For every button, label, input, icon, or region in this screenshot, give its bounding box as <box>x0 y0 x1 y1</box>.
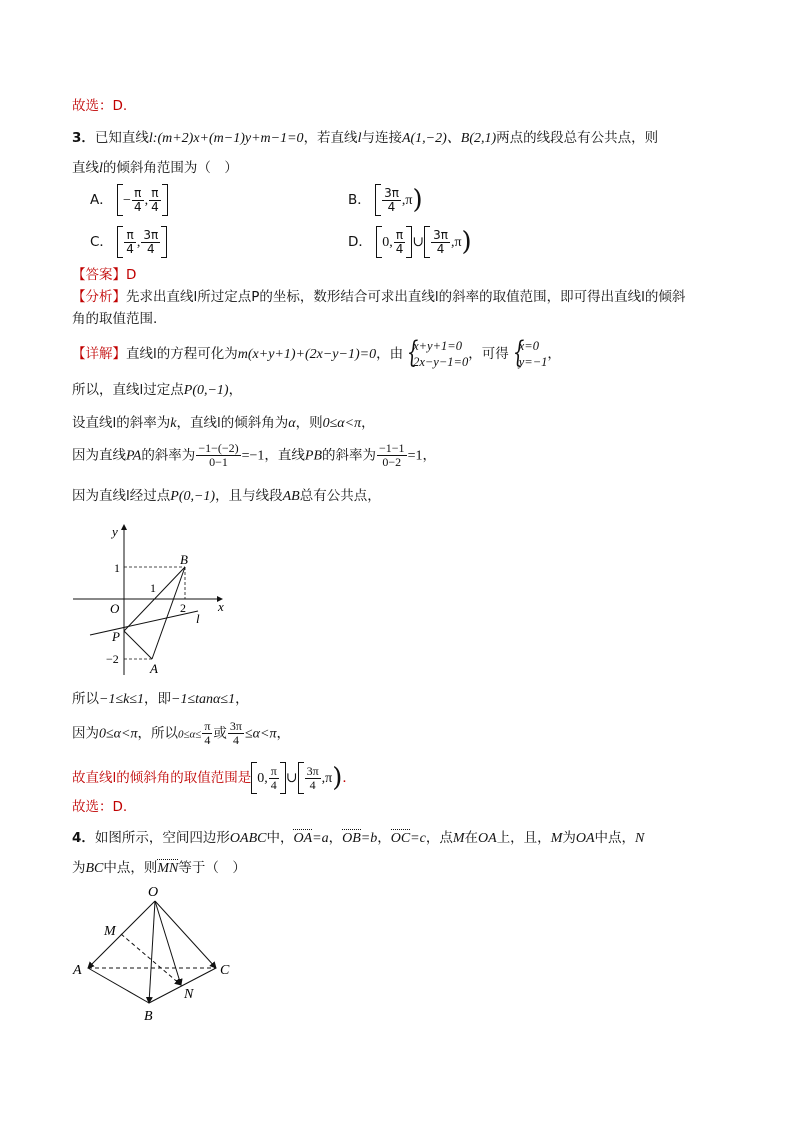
q4-text: ， <box>328 830 343 846</box>
fraction <box>141 229 160 256</box>
union-sign: ∪ <box>285 771 298 786</box>
option-text: 0, <box>382 235 393 250</box>
fraction <box>269 765 279 792</box>
label-b: B <box>180 552 188 567</box>
label-m: M <box>104 924 116 939</box>
text: 因为直线l经过点 <box>72 488 171 504</box>
slope-setup-line <box>72 413 375 434</box>
vector-oc: OC <box>391 829 410 849</box>
text: 总有公共点， <box>299 488 381 504</box>
analysis-line2: 角的取值范围. <box>72 311 158 327</box>
numerator: π <box>270 763 277 778</box>
alpha-tail: ≤α<π <box>244 726 277 742</box>
bracket <box>161 226 167 258</box>
segment-pb: PB <box>304 448 323 464</box>
text: 所以 <box>72 691 99 707</box>
numerator: π <box>132 187 144 201</box>
text: 因为直线 <box>72 447 126 464</box>
text: ，则 <box>295 415 323 431</box>
option-label: B． <box>348 192 371 208</box>
text: ， <box>361 415 375 431</box>
q3-text: 与连接 <box>361 130 402 146</box>
analysis-text: 先求出直线l所过定点P的坐标，数形结合可求出直线l的斜率的取值范围，即可得出直线l的倾斜 <box>126 289 686 305</box>
label-a: A <box>73 963 82 978</box>
text: ，所以 <box>137 725 178 742</box>
text: ，直线l的倾斜角为 <box>176 415 289 431</box>
answer-tag: 【答案】D <box>72 267 137 283</box>
denominator: 4 <box>133 199 142 214</box>
system-row: y=−1 <box>518 355 548 369</box>
label-o: O <box>148 885 159 900</box>
q4-text: 中点，则 <box>103 860 158 876</box>
bracket <box>424 226 430 258</box>
text: 的斜率为 <box>322 447 377 464</box>
q4-text: ， <box>377 830 391 846</box>
minus-sign: − <box>123 193 131 208</box>
numerator: π <box>204 719 211 733</box>
detail-line1 <box>72 335 561 370</box>
numerator: π <box>124 229 136 243</box>
denominator: 4 <box>309 777 316 792</box>
numerator: π <box>149 187 161 201</box>
tick-y-neg2: −2 <box>106 652 119 666</box>
option-text: ,π <box>401 193 413 208</box>
alpha-range: 0≤α<π <box>99 726 138 742</box>
range-line <box>72 689 249 710</box>
label-origin: O <box>110 601 120 616</box>
q3-text: 两点的线段总有公共点，则 <box>496 130 659 146</box>
fraction <box>394 229 406 256</box>
q4-text: 如图所示，空间四边形 <box>94 830 230 846</box>
denominator: 4 <box>232 733 239 747</box>
q3-stem-line2 <box>72 158 238 179</box>
bracket <box>298 762 304 794</box>
q4-stem-line1 <box>72 828 644 849</box>
q4-text: 中， <box>266 830 294 846</box>
label-a: A <box>150 661 158 676</box>
segment-ab: AB <box>282 489 300 504</box>
q3-line-equation: l:(m+2)x+(m−1)y+m−1=0 <box>148 131 304 146</box>
final-text: 0, <box>257 771 268 786</box>
q4-stem-line2 <box>72 858 246 879</box>
tick-x-1: 1 <box>150 581 156 595</box>
point-m: M <box>452 831 465 846</box>
var-l: l <box>99 161 103 176</box>
k-range: −1≤k≤1 <box>99 692 145 707</box>
alpha-cases-line <box>72 720 290 747</box>
equation-system-1 <box>403 335 469 370</box>
q4-text: 上，且， <box>496 830 551 846</box>
vector-ob-line <box>149 901 155 1003</box>
denominator: 4 <box>204 733 211 747</box>
text: ，即 <box>144 691 172 707</box>
slope-value: =1 <box>407 448 423 464</box>
option-c[interactable]: C． $\frac{\pi}{4}$ , $\frac{3\pi}{4}$ <box>90 226 167 258</box>
vector-on-line <box>155 901 181 985</box>
fraction <box>305 765 321 792</box>
edge-bc <box>149 968 216 1003</box>
vector-mn: MN <box>157 859 178 879</box>
coordinate-figure <box>70 520 240 680</box>
text: ， <box>235 691 249 707</box>
option-a[interactable]: A． − $\frac{\pi}{4}$ , $\frac{\pi}{4}$ <box>90 184 168 216</box>
q3-text: 直线 <box>72 160 99 176</box>
numerator: π <box>394 229 406 243</box>
brace: { <box>406 335 419 370</box>
system-row: x=0 <box>518 339 539 353</box>
denominator: 4 <box>270 777 277 792</box>
final-text: ,π <box>321 771 333 786</box>
point-m: M <box>550 831 563 846</box>
denominator: 4 <box>436 241 445 256</box>
option-d[interactable] <box>348 226 472 258</box>
through-line <box>72 486 381 507</box>
fraction <box>228 720 244 747</box>
option-text: ,π <box>450 235 462 250</box>
bracket <box>162 184 168 216</box>
label-c: C <box>220 963 230 978</box>
q3-text: ，若直线 <box>303 130 358 146</box>
denominator: 0−2 <box>382 455 402 469</box>
numerator: 3π <box>229 719 242 733</box>
denominator: 4 <box>395 241 404 256</box>
var-l: l <box>357 131 362 146</box>
segment-pa: PA <box>126 448 142 464</box>
q4-text: ，点 <box>425 830 453 846</box>
fraction <box>132 187 144 214</box>
label-x: x <box>218 599 224 614</box>
text: 的斜率为 <box>141 447 196 464</box>
slope-value: =−1 <box>241 448 265 464</box>
numerator: 3π <box>384 185 399 200</box>
tan-range: −1≤tanα≤1 <box>171 692 236 707</box>
brace: { <box>512 335 525 370</box>
detail-text: ，由 <box>376 346 404 362</box>
fraction <box>377 442 407 469</box>
alpha-le: 0≤α≤ <box>178 728 202 741</box>
q4-text: 为 <box>72 860 86 876</box>
numerator: 3π <box>433 227 448 242</box>
numerator: 3π <box>143 227 159 242</box>
q3-text: 已知直线 <box>94 130 149 146</box>
paren: ) <box>461 227 472 257</box>
text: ， <box>228 382 243 398</box>
vector-eq: =a <box>312 831 329 846</box>
label-b: B <box>144 1009 153 1024</box>
var-k: k <box>170 416 177 431</box>
edge-ab <box>88 968 149 1003</box>
q3-number: 3． <box>72 130 95 146</box>
denominator: 0−1 <box>209 455 228 469</box>
denominator: 4 <box>387 199 396 214</box>
analysis-line1 <box>72 287 685 307</box>
text: 设直线l的斜率为 <box>72 415 171 431</box>
detail-text: 直线l的方程可化为 <box>126 346 238 362</box>
segment-bc: BC <box>85 861 104 876</box>
vector-eq: =c <box>410 831 426 846</box>
point-p: P(0,−1) <box>183 383 229 398</box>
q3-text: 的倾斜角范围为（ ） <box>102 160 238 176</box>
q4-oabc: OABC <box>229 831 267 846</box>
paren: ) <box>412 185 423 215</box>
numerator: −1−(−2) <box>198 441 239 455</box>
numerator: 3π <box>306 763 319 778</box>
analysis-tag: 【分析】 <box>72 289 126 305</box>
fraction <box>382 187 401 214</box>
label-y: y <box>112 524 118 539</box>
fraction <box>202 720 212 747</box>
var-alpha: α <box>288 416 296 431</box>
text: ，且与线段 <box>215 488 283 504</box>
bracket <box>117 226 123 258</box>
union-sign: ∪ <box>412 235 425 250</box>
denominator: 4 <box>126 241 134 256</box>
vector-oa: OA <box>293 829 312 849</box>
paren: ) <box>332 763 343 793</box>
detail-text: ， <box>547 346 561 362</box>
bracket <box>375 184 381 216</box>
text: 因为 <box>72 725 99 742</box>
q4-text: 中点， <box>594 830 636 846</box>
segment-oa: OA <box>478 831 497 846</box>
detail-text: ，可得 <box>468 346 509 362</box>
final-range-line <box>72 762 356 794</box>
equation-system-2 <box>509 335 548 370</box>
vector-oc-line <box>155 901 216 968</box>
denominator: 4 <box>146 241 155 256</box>
text: ，直线 <box>264 447 305 464</box>
label-n: N <box>184 987 194 1002</box>
detail-tag: 【详解】 <box>72 346 126 362</box>
fraction <box>124 229 136 256</box>
q3-stem-line1 <box>72 128 658 149</box>
fixed-point-line <box>72 380 242 401</box>
option-label: D． <box>348 234 372 250</box>
denominator: 4 <box>151 199 159 214</box>
text: ， <box>276 725 290 742</box>
slopes-line <box>72 442 436 469</box>
text: 或 <box>213 725 227 742</box>
q3-points: A(1,−2)、B(2,1) <box>401 131 497 146</box>
point-n: N <box>635 831 645 846</box>
tick-x-2: 2 <box>180 601 186 615</box>
point-p: P(0,−1) <box>170 489 216 504</box>
choose-line: 故选：D. <box>72 799 128 815</box>
fraction <box>431 229 450 256</box>
q4-text: 等于（ ） <box>178 860 246 876</box>
q4-number: 4． <box>72 830 95 846</box>
system-row: 2x−y−1=0 <box>413 355 469 369</box>
vector-ob: OB <box>342 829 361 849</box>
q4-text: 在 <box>464 830 479 846</box>
fraction <box>149 187 161 214</box>
label-l: l <box>196 611 200 626</box>
text: ． <box>342 770 356 786</box>
tick-y-1: 1 <box>114 561 120 575</box>
option-b[interactable] <box>348 184 423 216</box>
numerator: −1−1 <box>379 441 405 455</box>
option-label: A． <box>90 192 113 208</box>
alpha-range: 0≤α<π <box>322 416 362 431</box>
option-label: C． <box>90 234 113 250</box>
text: 故直线l的倾斜角的取值范围是 <box>72 770 252 786</box>
system-row: x+y+1=0 <box>413 339 462 353</box>
fraction <box>196 442 240 469</box>
vector-eq: =b <box>360 831 378 846</box>
text: 所以，直线l过定点 <box>72 382 184 398</box>
label-p: P <box>112 629 120 644</box>
segment-pa-line <box>124 631 152 659</box>
text: ， <box>422 447 436 464</box>
detail-equation: m(x+y+1)+(2x−y−1)=0 <box>237 347 377 362</box>
tetrahedron-figure <box>68 882 248 1027</box>
q4-text: 为 <box>562 830 576 846</box>
prev-answer-line: 故选：D. <box>72 98 128 114</box>
segment-oa: OA <box>575 831 595 846</box>
